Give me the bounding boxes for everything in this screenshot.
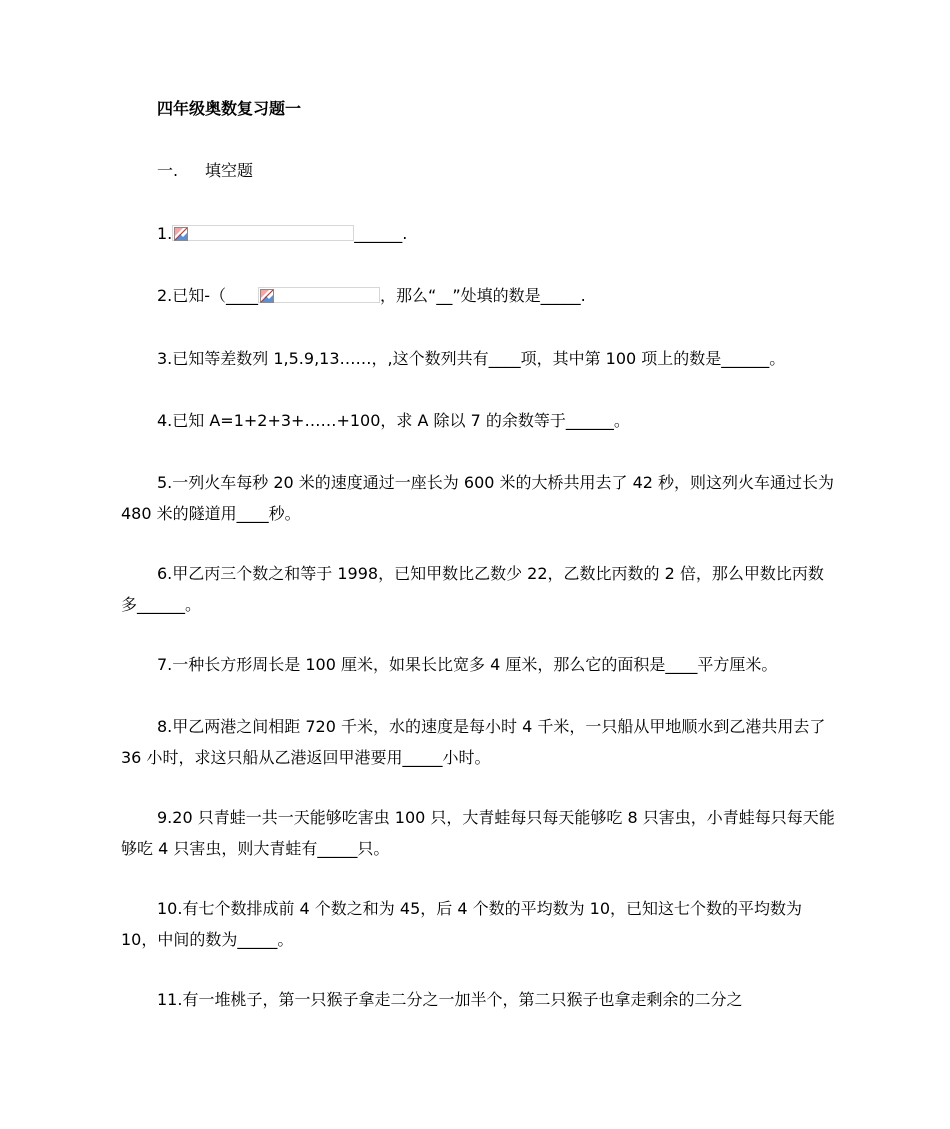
question-8: 8.甲乙两港之间相距 720 千米，水的速度是每小时 4 千米，一只船从甲地顺水到乙港共用去了 36 小时，求这只船从乙港返回甲港要用_____小时。 — [121, 717, 826, 767]
question-1-prefix: 1. — [157, 224, 173, 243]
question-5: 5.一列火车每秒 20 米的速度通过一座长为 600 米的大桥共用去了 42 秒，则这列火车通过长为 480 米的隧道用____秒。 — [121, 473, 835, 523]
broken-image-icon — [260, 289, 274, 303]
question-7: 7.一种长方形周长是 100 厘米，如果长比宽多 4 厘米，那么它的面积是____平方厘米。 — [157, 655, 778, 674]
question-2-suffix: ，那么“__”处填的数是_____. — [380, 286, 586, 305]
question-1 — [121, 218, 837, 249]
section-number: 一. — [157, 161, 179, 180]
question-2-prefix: 2.已知-（____ — [157, 286, 259, 305]
broken-image-icon — [174, 227, 188, 241]
formula-image-placeholder — [258, 287, 380, 303]
section-heading — [157, 159, 253, 183]
question-10: 10.有七个数排成前 4 个数之和为 45，后 4 个数的平均数为 10，已知这七个数的平均数为 10，中间的数为_____。 — [121, 899, 803, 949]
question-1-suffix: ______. — [354, 224, 408, 243]
question-6: 6.甲乙丙三个数之和等于 1998，已知甲数比乙数少 22，乙数比丙数的 2 倍，那么甲数比丙数多______。 — [121, 564, 824, 614]
question-2 — [121, 280, 837, 311]
question-11: 11.有一堆桃子，第一只猴子拿走二分之一加半个，第二只猴子也拿走剩余的二分之 — [157, 990, 743, 1009]
formula-image-placeholder — [172, 225, 354, 241]
question-4: 4.已知 A=1+2+3+……+100，求 A 除以 7 的余数等于______。 — [157, 411, 630, 430]
document-title: 四年级奥数复习题一 — [157, 99, 302, 118]
question-3: 3.已知等差数列 1,5.9,13……，,这个数列共有____项，其中第 100 项上的数是______。 — [157, 349, 786, 368]
question-9: 9.20 只青蛙一共一天能够吃害虫 100 只，大青蛙每只每天能够吃 8 只害虫，小青蛙每只每天能够吃 4 只害虫，则大青蛙有_____只。 — [121, 808, 835, 858]
section-label: 填空题 — [205, 161, 254, 180]
